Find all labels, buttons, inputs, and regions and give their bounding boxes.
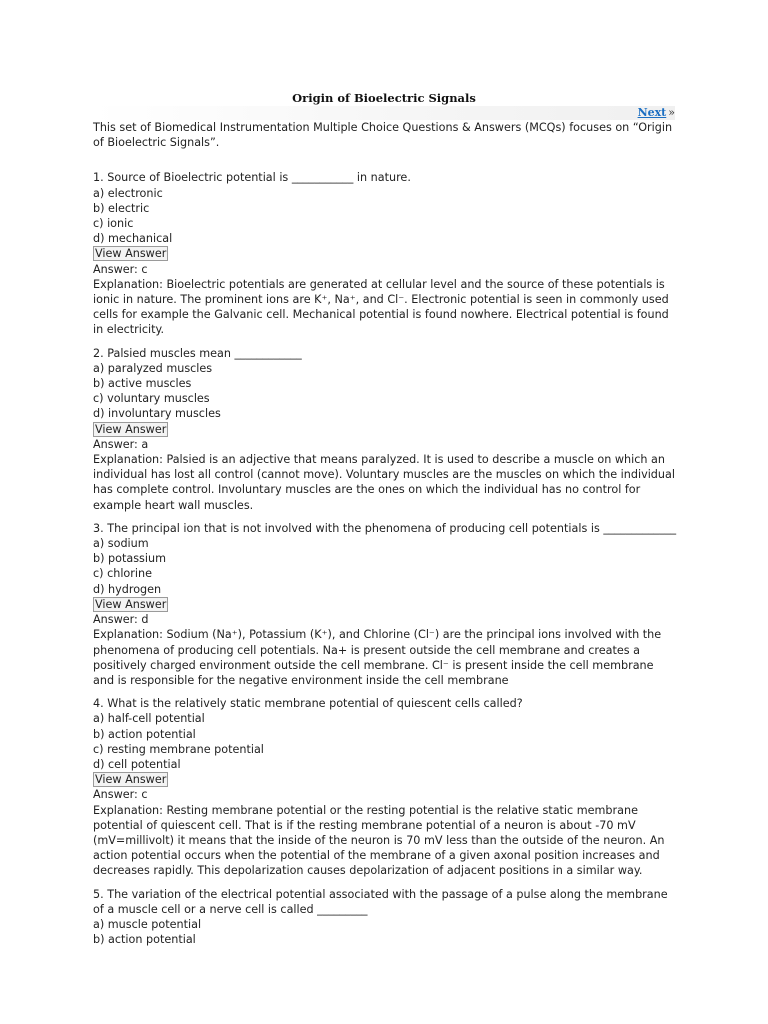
option-b: b) electric xyxy=(93,201,150,215)
answer-text: Answer: d xyxy=(93,613,149,627)
question-block-4 xyxy=(93,696,675,878)
explanation-text: Explanation: Resting membrane potential or the resting potential is the relative static membrane potential of quiescent cell. That is if the resting membrane potential of a neuron is about -70 mV (mV=millivolt) it means that the inside of the neuron is 70 mV less than the outside of the neuron. An action potential occurs when the potential of the membrane of a given axonal position increases and decreases rapidly. This depolarization causes depolarization of adjacent positions in a similar way. xyxy=(93,803,665,878)
explanation-text: Explanation: Bioelectric potentials are generated at cellular level and the source of these potentials is ionic in nature. The prominent ions are K⁺, Na⁺, and Cl⁻. Electronic potential is seen in commonly used cells for example the Galvanic cell. Mechanical potential is found nowhere. Electrical potential is found in electricity. xyxy=(93,277,669,337)
question-text: 1. Source of Bioelectric potential is ___________ in nature. xyxy=(93,171,411,185)
document-page xyxy=(93,90,675,955)
question-text: 2. Palsied muscles mean ____________ xyxy=(93,346,302,360)
question-block-2 xyxy=(93,346,675,513)
option-c: c) resting membrane potential xyxy=(93,742,264,756)
option-c: c) chlorine xyxy=(93,567,152,581)
question-text: 5. The variation of the electrical potential associated with the passage of a pulse along the membrane of a muscle cell or a nerve cell is called _________ xyxy=(93,887,668,916)
option-a: a) paralyzed muscles xyxy=(93,361,213,375)
answer-text: Answer: a xyxy=(93,437,149,451)
option-d: d) involuntary muscles xyxy=(93,407,221,421)
option-c: c) voluntary muscles xyxy=(93,392,210,406)
next-nav xyxy=(93,106,675,120)
explanation-text: Explanation: Sodium (Na⁺), Potassium (K⁺), and Chlorine (Cl⁻) are the principal ions involved with the phenomena of producing cell potentials. Na+ is present outside the cell membrane and creates a positively charged environment outside the cell membrane. Cl⁻ is present inside the cell membrane and is responsible for the negative environment inside the cell membrane xyxy=(93,628,662,687)
view-answer-button[interactable]: View Answer xyxy=(95,247,167,261)
option-d: d) mechanical xyxy=(93,232,173,246)
view-answer-button[interactable]: View Answer xyxy=(95,422,167,436)
question-text: 3. The principal ion that is not involved with the phenomena of producing cell potentials is _____________ xyxy=(93,521,677,535)
view-answer-button[interactable]: View Answer xyxy=(95,773,167,787)
option-d: d) cell potential xyxy=(93,757,181,771)
option-a: a) electronic xyxy=(93,186,163,200)
answer-text: Answer: c xyxy=(93,262,148,276)
option-a: a) half-cell potential xyxy=(93,712,205,726)
question-block-1 xyxy=(93,170,675,337)
option-b: b) active muscles xyxy=(93,377,192,391)
next-link[interactable]: Next xyxy=(637,106,667,119)
next-arrow-icon: » xyxy=(668,106,675,119)
option-a: a) muscle potential xyxy=(93,917,202,931)
option-d: d) hydrogen xyxy=(93,582,162,596)
option-b: b) action potential xyxy=(93,727,196,741)
option-b: b) action potential xyxy=(93,933,196,947)
page-title: Origin of Bioelectric Signals xyxy=(292,91,476,105)
question-text: 4. What is the relatively static membrane potential of quiescent cells called? xyxy=(93,697,523,711)
option-b: b) potassium xyxy=(93,552,166,566)
question-block-5 xyxy=(93,887,675,948)
option-a: a) sodium xyxy=(93,537,149,551)
option-c: c) ionic xyxy=(93,217,134,231)
intro-paragraph: This set of Biomedical Instrumentation Multiple Choice Questions & Answers (MCQs) focuses on “Origin of Bioelectric Signals”. xyxy=(93,121,673,150)
view-answer-button[interactable]: View Answer xyxy=(95,597,167,611)
question-block-3 xyxy=(93,521,675,688)
explanation-text: Explanation: Palsied is an adjective that means paralyzed. It is used to describe a muscle on which an individual has lost all control (cannot move). Voluntary muscles are the muscles on which the individual has complete control. Involuntary muscles are the ones on which the individual has no control for example heart wall muscles. xyxy=(93,453,675,512)
answer-text: Answer: c xyxy=(93,788,148,802)
